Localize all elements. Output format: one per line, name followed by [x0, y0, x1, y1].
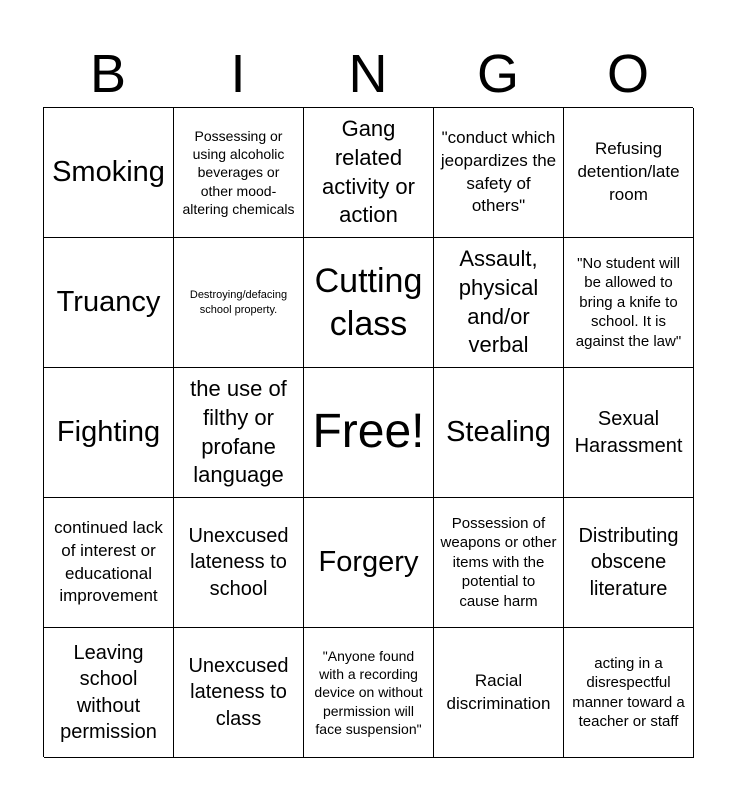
bingo-cell-r5-c1[interactable]	[44, 628, 174, 758]
cell-text: Racial discrimination	[446, 670, 551, 713]
bingo-cell-r2-c2[interactable]	[174, 238, 304, 368]
cell-text: Destroying/defacing school property.	[189, 289, 288, 316]
bingo-cell-r2-c5[interactable]	[564, 238, 694, 368]
cell-text: Refusing detention/late room	[577, 139, 680, 204]
bingo-cell-r4-c5[interactable]	[564, 498, 694, 628]
cell-text: "No student will be allowed to bring a knife to school. It is against the law"	[575, 254, 682, 350]
bingo-cell-r5-c3[interactable]	[304, 628, 434, 758]
bingo-cell-r3-c1[interactable]	[44, 368, 174, 498]
bingo-cell-r3-c4[interactable]	[434, 368, 564, 498]
bingo-cell-r3-c2[interactable]	[174, 368, 304, 498]
bingo-cell-r2-c3[interactable]	[304, 238, 434, 368]
bingo-cell-r5-c2[interactable]	[174, 628, 304, 758]
header-letter-o: O	[606, 44, 649, 104]
cell-text: Distributing obscene literature	[578, 524, 679, 600]
cell-text: Gang related activity or action	[322, 116, 415, 228]
cell-text: Forgery	[318, 546, 419, 579]
header-letter-n: N	[348, 44, 388, 104]
header-letter-g: G	[476, 44, 519, 104]
bingo-cell-r4-c4[interactable]	[434, 498, 564, 628]
cell-text: Assault, physical and/or verbal	[458, 246, 539, 358]
header-letter-b: B	[89, 44, 127, 104]
cell-text: the use of filthy or profane language	[190, 376, 287, 488]
bingo-cell-r4-c3[interactable]	[304, 498, 434, 628]
cell-text: Leaving school without permission	[60, 641, 157, 743]
cell-text: "conduct which jeopardizes the safety of others"	[440, 127, 557, 216]
cell-text: Truancy	[56, 286, 161, 319]
cell-text: Fighting	[56, 416, 161, 449]
bingo-cell-r1-c1[interactable]	[44, 108, 174, 238]
bingo-grid	[43, 107, 693, 757]
bingo-cell-r1-c2[interactable]	[174, 108, 304, 238]
bingo-cell-r3-c5[interactable]	[564, 368, 694, 498]
header-letter-i: I	[230, 44, 246, 104]
bingo-cell-r5-c4[interactable]	[434, 628, 564, 758]
bingo-cell-r4-c1[interactable]	[44, 498, 174, 628]
bingo-header	[43, 40, 693, 108]
cell-text: Possessing or using alcoholic beverages or other mood-altering chemicals	[182, 128, 295, 217]
bingo-cell-r1-c5[interactable]	[564, 108, 694, 238]
bingo-cell-r2-c1[interactable]	[44, 238, 174, 368]
cell-text: Sexual Harassment	[574, 408, 683, 457]
bingo-cell-r3-c3 free-space[interactable]	[304, 368, 434, 498]
cell-text: Possession of weapons or other items with the potential to cause harm	[440, 514, 557, 610]
cell-text: "Anyone found with a recording device on without permission will face suspension"	[314, 648, 423, 737]
cell-text: Cutting class	[314, 262, 423, 343]
bingo-cell-r5-c5[interactable]	[564, 628, 694, 758]
cell-text: Smoking	[52, 156, 165, 189]
cell-text: Unexcused lateness to school	[188, 524, 289, 600]
cell-text: continued lack of interest or educational improvement	[54, 517, 163, 606]
cell-text: acting in a disrespectful manner toward a teacher or staff	[572, 654, 685, 730]
bingo-cell-r4-c2[interactable]	[174, 498, 304, 628]
bingo-cell-r1-c4[interactable]	[434, 108, 564, 238]
cell-text: Free!	[312, 405, 425, 459]
bingo-cell-r2-c4[interactable]	[434, 238, 564, 368]
cell-text: Unexcused lateness to class	[188, 654, 289, 730]
cell-text: Stealing	[446, 416, 551, 449]
bingo-cell-r1-c3[interactable]	[304, 108, 434, 238]
